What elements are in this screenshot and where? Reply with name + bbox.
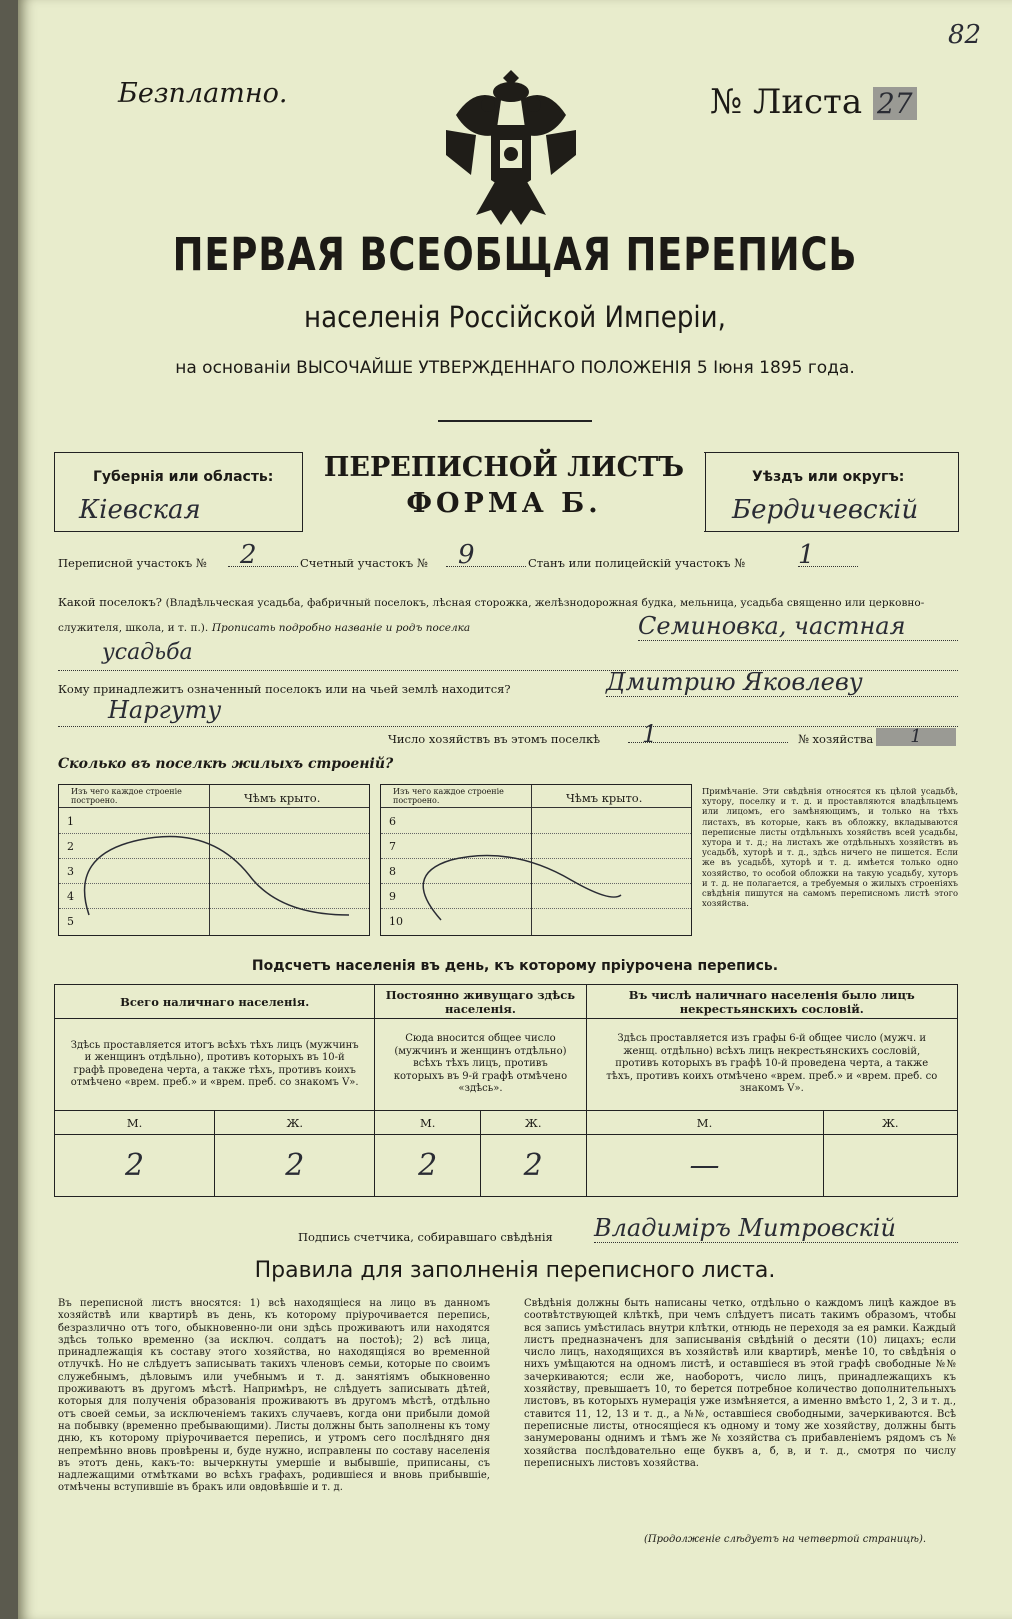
uezd-box (704, 452, 959, 532)
sheet-number-label: № Листа 27 (710, 82, 917, 122)
stan-label: Станъ или полицейскій участокъ № (528, 556, 745, 570)
census-district-value: 2 (240, 540, 257, 570)
continued-note: (Продолженіе слѣдуетъ на четвертой страницѣ). (644, 1534, 927, 1545)
nonpeasant-female-value (823, 1135, 957, 1197)
households-value: 1 (642, 720, 658, 748)
strikethrough-mark (59, 785, 369, 935)
household-no-value: 1 (876, 728, 956, 746)
owner-label: Кому принадлежитъ означенный поселокъ или на чьей землѣ находится? (58, 682, 511, 696)
uezd-label: Уѣздъ или округъ: (752, 469, 905, 485)
permanent-female-value: 2 (480, 1135, 586, 1197)
total-male-value: 2 (55, 1135, 215, 1197)
row-num: 7 (389, 840, 396, 853)
female-label: Ж. (823, 1111, 957, 1135)
count-header-nonpeasant: Въ числѣ наличнаго населенія было лицъ некрестьянскихъ сословій. (586, 985, 958, 1019)
female-label: Ж. (480, 1111, 586, 1135)
row-num: 5 (67, 915, 74, 928)
count-desc-nonpeasant: Здѣсь проставляется изъ графы 6-й общее число (мужч. и женщ. отдѣльно) всѣхъ лицъ некрестьянскихъ сословій, противъ которыхъ въ графѣ 10-й проведена черта, а также тѣхъ, противъ коихъ отмѣчено «врем. преб.» и «врем. преб. со знакомъ V». (586, 1019, 958, 1111)
row-num: 4 (67, 890, 74, 903)
row-num: 2 (67, 840, 74, 853)
census-sheet (18, 0, 1012, 1619)
grid-col2-header: Чѣмъ крыто. (566, 791, 643, 805)
grid-col2-header: Чѣмъ крыто. (244, 791, 321, 805)
male-label: М. (375, 1111, 481, 1135)
male-label: М. (55, 1111, 215, 1135)
title-basis: на основаніи ВЫСОЧАЙШЕ УТВЕРЖДЕННАГО ПОЛОЖЕНІЯ 5 Іюня 1895 года. (175, 358, 855, 378)
strikethrough-mark (381, 785, 691, 935)
count-desc-total: Здѣсь проставляется итогъ всѣхъ тѣхъ лицъ (мужчинъ и женщинъ отдѣльно), противъ которыхъ въ 10-й графѣ проведена черта, а также тѣхъ, противъ коихъ отмѣчено «врем. преб.» и «врем. преб. со знакомъ V». (55, 1019, 375, 1111)
total-female-value: 2 (215, 1135, 375, 1197)
gubernia-box (54, 452, 303, 532)
female-label: Ж. (215, 1111, 375, 1135)
form-name: ФОРМА Б. (406, 488, 602, 519)
count-title: Подсчетъ населенія въ день, къ которому пріурочена перепись. (251, 958, 779, 974)
signature-value: Владиміръ Митровскій (594, 1214, 896, 1242)
rules-left: Въ переписной листъ вносятся: 1) всѣ находящіеся на лицо въ данномъ хозяйствѣ или квартирѣ въ день, къ которому пріурочивается перепись, безразлично отъ того, обыкновенно-ли они здѣсь проживаютъ или находятся здѣсь только временно (за исключ. солдатъ на постоѣ); 2) всѣ лица, принадлежащія къ составу этого хозяйства, но находящіяся во временной отлучкѣ. Но не слѣдуетъ записывать такихъ членовъ семьи, которые по своимъ служебнымъ, дѣловымъ или учебнымъ и т. д. занятіямъ обыкновенно проживаютъ въ другомъ мѣстѣ. Напримѣръ, не слѣдуетъ записывать дѣтей, которыя для полученія образованія проживаютъ въ другомъ мѣстѣ, отдѣльно отъ своей семьи, за исключеніемъ такихъ случаевъ, когда они прибыли домой на побывку (временно пребывающими). Листы должны быть заполнены къ тому дню, къ которому пріурочивается перепись, и утромъ сего послѣдняго дня непремѣнно вновь провѣрены и, буде нужно, исправлены по составу населенія въ этотъ день, какъ-то: вычеркнуты умершіе и выбывшіе, приписаны, съ надлежащими отмѣтками во всѣхъ графахъ, родившіеся и вновь прибывшіе, отмѣчены вступившіе въ бракъ или овдовѣвшіе и т. д. (58, 1298, 490, 1494)
settlement-value-1: Семиновка, частная (638, 612, 906, 640)
nonpeasant-male-value: — (586, 1135, 823, 1197)
buildings-label: Сколько въ поселкѣ жилыхъ строеній? (58, 756, 394, 772)
page-number: 82 (948, 20, 982, 50)
households-label: Число хозяйствъ въ этомъ поселкѣ (388, 732, 601, 746)
signature-label: Подпись счетчика, собиравшаго свѣдѣнія (298, 1230, 553, 1244)
row-num: 1 (67, 815, 74, 828)
rules-title: Правила для заполненія переписного листа. (254, 1258, 776, 1283)
owner-value-2: Наргуту (108, 696, 222, 724)
row-num: 6 (389, 815, 396, 828)
stan-value: 1 (798, 540, 815, 570)
count-district-label: Счетный участокъ № (300, 556, 428, 570)
count-header-permanent: Постоянно живущаго здѣсь населенія. (375, 985, 586, 1019)
settlement-hint: (Владѣльческая усадьба, фабричный поселокъ, лѣсная сторожка, желѣзнодорожная будка, мельница, усадьба священно или церковно-служителя, школа, и т. п.). (58, 597, 925, 634)
gubernia-label: Губернія или область: (93, 469, 274, 485)
grid-col1-header: Изъ чего каждое строеніе построено. (393, 787, 504, 805)
row-num: 8 (389, 865, 396, 878)
grid-col1-header: Изъ чего каждое строеніе построено. (71, 787, 182, 805)
count-district-value: 9 (458, 540, 475, 570)
permanent-male-value: 2 (375, 1135, 481, 1197)
count-table (54, 984, 958, 1197)
buildings-grid-left (58, 784, 370, 936)
household-no-label: № хозяйства (798, 732, 874, 746)
settlement-label: Какой поселокъ? (58, 595, 162, 609)
free-label: Безплатно. (118, 78, 288, 109)
row-num: 9 (389, 890, 396, 903)
title-sub: населенія Россійской Имперіи, (304, 300, 726, 334)
settlement-instruction: Прописать подробно названіе и родъ поселка (211, 622, 471, 634)
count-desc-permanent: Сюда вносится общее число (мужчинъ и женщинъ отдѣльно) всѣхъ тѣхъ лицъ, противъ которыхъ въ 9-й графѣ отмѣчено «здѣсь». (375, 1019, 586, 1111)
title-main: ПЕРВАЯ ВСЕОБЩАЯ ПЕРЕПИСЬ (172, 228, 858, 281)
form-title: ПЕРЕПИСНОЙ ЛИСТЪ (323, 452, 685, 483)
male-label: М. (586, 1111, 823, 1135)
buildings-grid-right (380, 784, 692, 936)
census-district-label: Переписной участокъ № (58, 556, 207, 570)
rules-right: Свѣдѣнія должны быть написаны четко, отдѣльно о каждомъ лицѣ каждое въ соотвѣтствующей клѣткѣ, при чемъ слѣдуетъ писать такимъ образомъ, чтобы вся запись умѣстилась внутри клѣтки, отнюдь не переходя за ея рамки. Каждый листъ предназначенъ для записыванія свѣдѣній о десяти (10) лицахъ; если число лицъ, находящихся въ хозяйствѣ или квартирѣ, менѣе 10, то свѣдѣнія о нихъ умѣщаются на одномъ листѣ, и оставшіеся въ этой графѣ свободные №№ зачеркиваются; если же, наоборотъ, число лицъ, принадлежащихъ къ хозяйству, превышаетъ 10, то берется потребное количество дополнительныхъ листовъ, въ которыхъ нумерація уже измѣняется, а именно вмѣсто 1, 2, 3 и т. д., ставится 11, 12, 13 и т. д., а №№, оставшіеся свободными, зачеркиваются. Всѣ переписные листы, относящіеся къ одному и тому же хозяйству, должны быть занумерованы однимъ и тѣмъ же № хозяйства съ прибавленіемъ рядомъ съ № хозяйства послѣдовательно еще буквъ а, б, в, и т. д., смотря по числу переписныхъ листовъ хозяйства. (524, 1298, 956, 1469)
settlement-value-2: усадьба (102, 640, 193, 665)
count-header-total: Всего наличнаго населенія. (55, 985, 375, 1019)
owner-value-1: Дмитрию Яковлеву (606, 668, 863, 696)
uezd-value: Бердичевскій (732, 495, 919, 525)
sheet-number-value: 27 (873, 87, 917, 120)
divider (438, 420, 592, 422)
buildings-note: Примѣчаніе. Эти свѣдѣнія относятся къ цѣлой усадьбѣ, хутору, поселку и т. д. и проставляются владѣльцемъ или лицомъ, его замѣняющимъ, и только на тѣхъ листахъ, въ которые, какъ въ обложку, вкладываются переписные листы отдѣльныхъ хозяйствъ всей усадьбы, хутора и т. д.; на листахъ же отдѣльныхъ хозяйствъ въ усадьбѣ, хуторѣ и т. д., здѣсь ничего не пишется. Если же въ усадьбѣ, хуторѣ и т. д. имѣется только одно хозяйство, то особой обложки на такую усадьбу, хуторъ и т. д. не полагается, а требуемыя о жилыхъ строеніяхъ свѣдѣнія пишутся на самомъ переписномъ листѣ этого хозяйства. (702, 786, 958, 909)
gubernia-value: Кіевская (79, 495, 201, 525)
double-headed-eagle-icon (436, 60, 586, 230)
row-num: 10 (389, 915, 403, 928)
row-num: 3 (67, 865, 74, 878)
form-title-box (302, 452, 706, 532)
